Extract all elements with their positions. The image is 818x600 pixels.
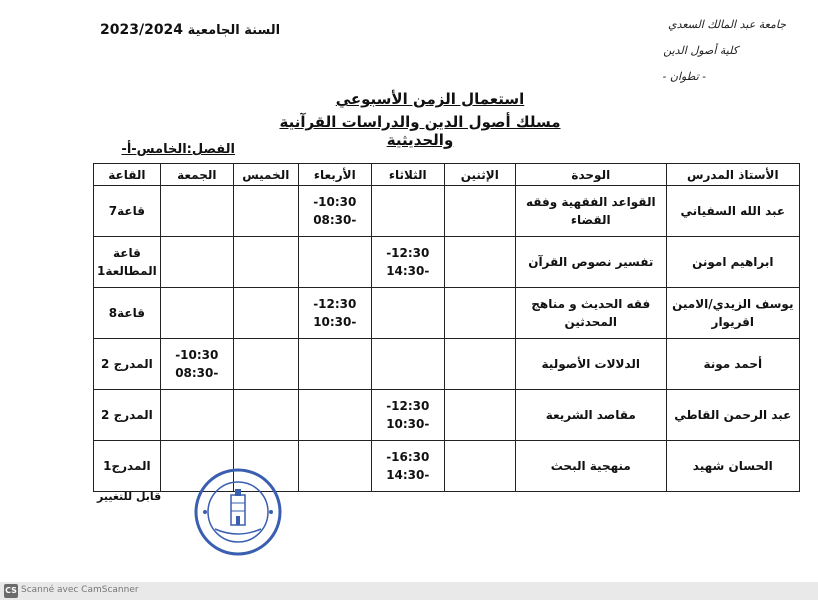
city-name: - تطوان -	[662, 70, 706, 83]
cell-tuesday	[371, 186, 444, 237]
cell-friday	[160, 390, 233, 441]
cell-thursday	[233, 186, 298, 237]
academic-year	[100, 22, 280, 38]
cell-room: قاعة7	[94, 186, 161, 237]
program-title: مسلك أصول الدين والدراسات القرآنية والحديثية	[279, 113, 561, 149]
cell-unit: القواعد الفقهية وفقه القضاء	[515, 186, 666, 237]
header-room: القاعة	[94, 164, 161, 186]
table-row	[94, 237, 800, 288]
table-row	[94, 390, 800, 441]
cell-thursday	[233, 288, 298, 339]
cell-unit: تفسير نصوص القرآن	[515, 237, 666, 288]
cell-unit: مقاصد الشريعة	[515, 390, 666, 441]
faculty-name: كلية أصول الدين	[663, 44, 738, 57]
university-name: جامعة عبد المالك السعدي	[667, 18, 786, 31]
camscanner-icon: CS	[4, 584, 18, 598]
cell-friday	[160, 237, 233, 288]
cell-tuesday: 12:30--10:30	[371, 390, 444, 441]
academic-year-label: السنة الجامعية	[187, 23, 281, 38]
scanner-footer	[0, 582, 818, 600]
cell-monday	[444, 237, 515, 288]
cell-room: المدرج 2	[94, 390, 161, 441]
cell-unit: منهجية البحث	[515, 441, 666, 492]
cell-monday	[444, 288, 515, 339]
header-tuesday: الثلاثاء	[371, 164, 444, 186]
header-thursday: الخميس	[233, 164, 298, 186]
cell-monday	[444, 186, 515, 237]
cell-unit: فقه الحديث و مناهج المحدثين	[515, 288, 666, 339]
cell-monday	[444, 441, 515, 492]
cell-wednesday: 10:30--08:30	[298, 186, 371, 237]
subject-to-change-note: قابل للتغيير	[97, 490, 162, 503]
cell-friday: 10:30--08:30	[160, 339, 233, 390]
table-header-row	[94, 164, 800, 186]
header-friday: الجمعة	[160, 164, 233, 186]
cell-teacher: أحمد مونة	[666, 339, 799, 390]
cell-room: قاعة المطالعة1	[94, 237, 161, 288]
cell-wednesday	[298, 390, 371, 441]
cell-tuesday: 12:30--14:30	[371, 237, 444, 288]
academic-year-value: 2023/2024	[100, 22, 184, 38]
cell-wednesday	[298, 441, 371, 492]
scanner-footer-text: Scanné avec CamScanner	[21, 585, 139, 595]
table-row	[94, 339, 800, 390]
cell-unit: الدلالات الأصولية	[515, 339, 666, 390]
cell-thursday	[233, 237, 298, 288]
schedule-title: استعمال الزمن الأسبوعي	[335, 90, 525, 108]
cell-friday	[160, 288, 233, 339]
faculty-seal-icon	[193, 467, 283, 557]
cell-wednesday: 12:30--10:30	[298, 288, 371, 339]
cell-thursday	[233, 339, 298, 390]
table-row	[94, 288, 800, 339]
cell-thursday	[233, 390, 298, 441]
schedule-table	[93, 163, 800, 492]
cell-friday	[160, 186, 233, 237]
header-monday: الإثنين	[444, 164, 515, 186]
cell-wednesday	[298, 237, 371, 288]
cell-teacher: عبد الرحمن القاطي	[666, 390, 799, 441]
cell-teacher: الحسان شهيد	[666, 441, 799, 492]
cell-teacher: يوسف الزيدي/الامين اقريوار	[666, 288, 799, 339]
cell-teacher: عبد الله السفياني	[666, 186, 799, 237]
cell-tuesday: 16:30--14:30	[371, 441, 444, 492]
header-wednesday: الأربعاء	[298, 164, 371, 186]
class-label: الفصل:الخامس-أ-	[121, 142, 235, 157]
cell-room: المدرج1	[94, 441, 161, 492]
header-unit: الوحدة	[515, 164, 666, 186]
cell-tuesday	[371, 339, 444, 390]
cell-room: قاعة8	[94, 288, 161, 339]
cell-room: المدرج 2	[94, 339, 161, 390]
cell-monday	[444, 339, 515, 390]
table-row	[94, 186, 800, 237]
cell-tuesday	[371, 288, 444, 339]
cell-wednesday	[298, 339, 371, 390]
header-teacher: الأستاذ المدرس	[666, 164, 799, 186]
cell-teacher: ابراهيم امونن	[666, 237, 799, 288]
cell-monday	[444, 390, 515, 441]
